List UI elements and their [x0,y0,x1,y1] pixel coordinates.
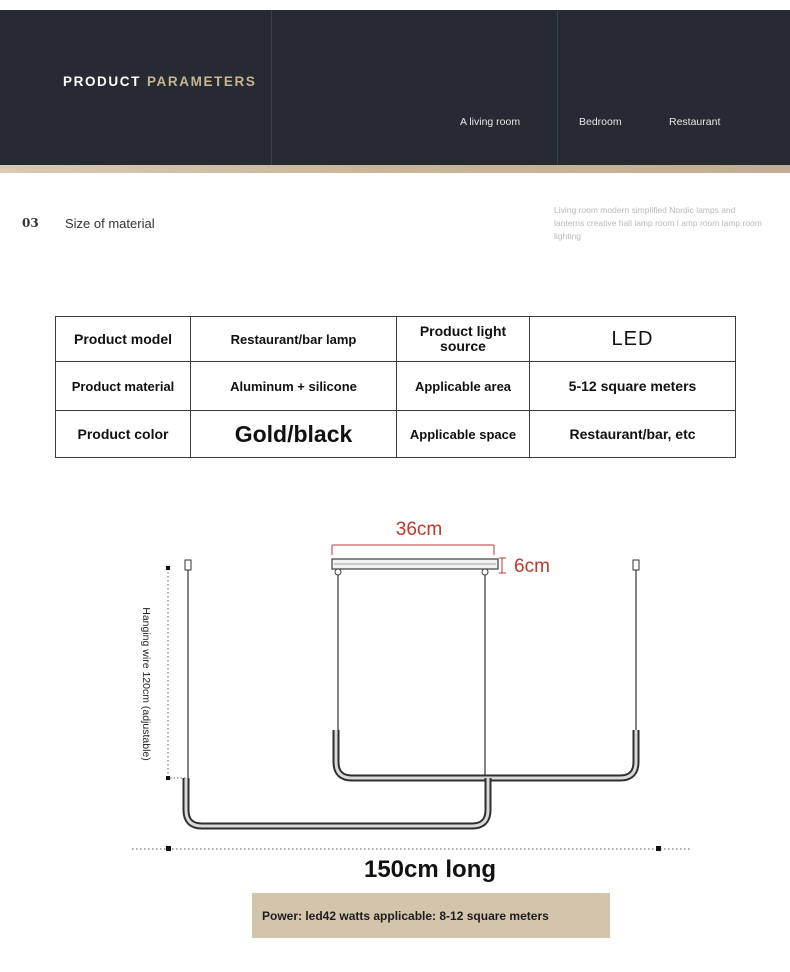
canopy-height-label: 6cm [514,556,550,577]
param-label: Product color [56,411,191,458]
height-dimension [499,556,550,577]
page-title [63,74,256,89]
lamp-bar-upper-highlight [336,730,636,778]
param-value: Restaurant/bar, etc [530,411,736,458]
power-note [252,893,610,938]
section-description: Living room modern simplified Nordic lamps and lanterns creative hall lamp room l amp room lamp room lighting [554,205,762,241]
param-value: Gold/black [191,411,397,458]
table-row [56,362,736,411]
canopy-width-label: 36cm [395,519,443,540]
parameters-table [55,316,736,458]
wire-length-dimension [166,566,186,780]
ceiling-canopy [332,559,498,575]
table-row [56,317,736,362]
wire-clip [185,560,191,570]
section-label: Size of material [65,216,155,231]
power-note-text: Power: led42 watts applicable: 8-12 square meters [262,908,549,923]
panel-divider [557,10,558,165]
param-label: Product light source [397,317,530,362]
param-label: Product model [56,317,191,362]
lamp-bar-lower-highlight [186,778,488,826]
room-label-living-room: A living room [460,116,521,128]
section-number: 03 [22,216,39,230]
table-row [56,411,736,458]
lamp-bar-lower [186,778,488,826]
room-label-bedroom: Bedroom [579,116,622,128]
width-dimension [332,519,494,555]
param-label: Applicable space [397,411,530,458]
panel-divider [271,10,272,165]
param-label: Product material [56,362,191,411]
wire-clip [633,560,639,570]
param-label: Applicable area [397,362,530,411]
page-title-part2: PARAMETERS [146,74,257,89]
total-length-dimension [132,846,692,851]
room-label-restaurant: Restaurant [669,116,721,128]
wire-length-label-wrap [140,595,152,773]
total-length-label: 150cm long [363,856,497,883]
param-value: LED [530,317,736,362]
gold-strip [0,165,790,173]
lamp-bar-upper [336,730,636,778]
page-title-part1: PRODUCT [63,74,141,89]
wire-length-label: Hanging wire 120cm (adjustable) [140,607,152,761]
param-value: Restaurant/bar lamp [191,317,397,362]
param-value: 5-12 square meters [530,362,736,411]
suspension-wires [188,568,636,778]
lamp-dimension-diagram [0,500,790,870]
param-value: Aluminum + silicone [191,362,397,411]
